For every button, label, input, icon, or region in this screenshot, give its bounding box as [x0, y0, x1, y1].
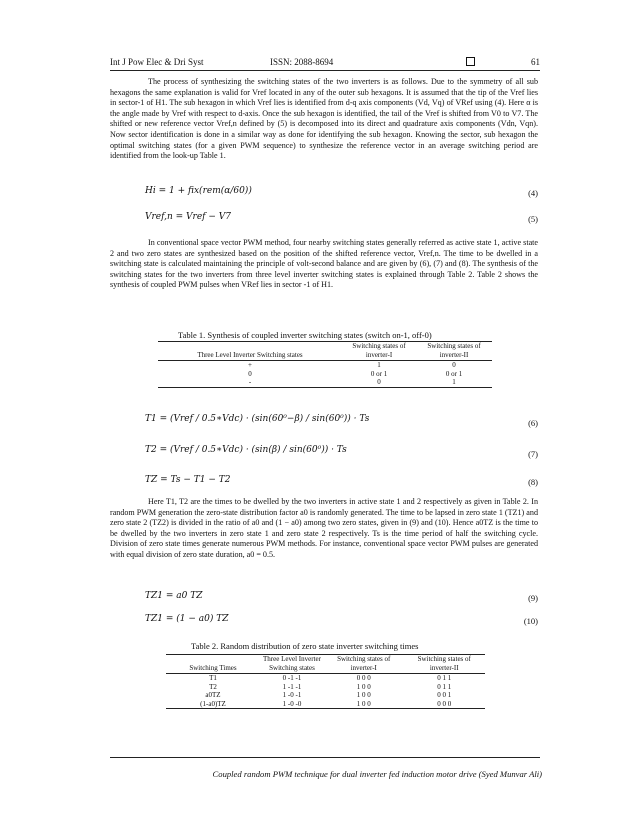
table-cell: 0 0 0	[437, 699, 452, 708]
table-cell: 0 1 1	[437, 674, 452, 682]
journal-name: Int J Pow Elec & Dri Syst	[110, 57, 204, 67]
table-2-caption: Table 2. Random distribution of zero state inverter switching times	[191, 641, 419, 651]
table-cell: 1 -0 -1	[282, 691, 302, 699]
table-cell: 1 -0 -0	[282, 699, 302, 708]
table-row	[166, 674, 485, 683]
table-1-header-row	[158, 342, 492, 361]
table-cell: 0 0 1	[437, 691, 452, 699]
equation-8-number: (8)	[528, 477, 538, 487]
page-header	[110, 57, 540, 69]
table-row	[166, 700, 485, 709]
page-footer: Coupled random PWM technique for dual inverter fed induction motor drive (Syed Munvar Ali)	[212, 769, 542, 779]
table-2	[166, 654, 485, 709]
equation-5: Vref,n = Vref − V7	[145, 212, 232, 222]
table-cell: 1	[452, 378, 456, 386]
table-cell: 0 or 1	[445, 369, 463, 378]
table-row	[158, 370, 492, 379]
page-number: 61	[531, 57, 540, 67]
table-cell: 1 0 0	[356, 699, 371, 708]
equation-10: TZ1 = (1 − a0) TZ	[145, 614, 229, 624]
table-2-header-cell: Switching Times	[166, 655, 260, 674]
table-cell: -	[248, 378, 252, 386]
equation-7-number: (7)	[528, 449, 538, 459]
table-cell: a0TZ	[205, 691, 221, 699]
equation-4-number: (4)	[528, 188, 538, 198]
table-cell: T1	[209, 674, 217, 682]
table-cell: 1 -1 -1	[282, 682, 302, 691]
table-cell: 0 0 0	[356, 674, 371, 682]
table-cell: 0	[377, 378, 381, 386]
equation-9-number: (9)	[528, 593, 538, 603]
table-cell: +	[248, 361, 252, 369]
table-cell: (1-a0)TZ	[200, 699, 226, 708]
equation-4: Hi = 1 + fix(rem(α/60))	[145, 186, 252, 196]
table-2-header-cell: Three Level Inverter Switching states	[260, 655, 324, 674]
table-cell: 0	[452, 361, 456, 369]
equation-7: T2 = (Vref / 0.5∗Vdc) · (sin(β) / sin(60⁰)) · Ts	[145, 445, 347, 455]
table-row	[166, 683, 485, 692]
footer-rule	[110, 757, 540, 758]
equation-8: TZ = Ts − T1 − T2	[145, 475, 231, 485]
equation-6: T1 = (Vref / 0.5∗Vdc) · (sin(60⁰−β) / sin(60⁰)) · Ts	[145, 414, 370, 424]
table-cell: 0 -1 -1	[282, 674, 302, 682]
equation-10-number: (10)	[523, 616, 538, 626]
equation-5-number: (5)	[528, 214, 538, 224]
table-cell: T2	[209, 682, 217, 691]
table-cell: 0	[248, 369, 252, 378]
table-2-header-row	[166, 655, 485, 674]
table-row	[166, 691, 485, 700]
table-cell: 1 0 0	[356, 691, 371, 699]
table-1-header-cell: Three Level Inverter Switching states	[158, 342, 342, 361]
table-2-header-cell: Switching states of inverter-II	[403, 655, 485, 674]
table-cell: 0 or 1	[370, 369, 388, 378]
table-1-caption: Table 1. Synthesis of coupled inverter switching states (switch on-1, off-0)	[178, 330, 432, 340]
table-cell: 1 0 0	[356, 682, 371, 691]
paragraph-2: In conventional space vector PWM method, four nearby switching states generally referred as active state 1, active state 2 and two zero states are synthesized based on the position of the shifted reference vector, Vref,n. The time to be dwelled in a switching state is calculated maintaining the principle of volt-second balance and are given by (6), (7) and (8). The synthesis of the switching states for the two inverters from three level inverter switching states is explained through Table 2. Table 2 shows the synthesis of coupled PWM pulses when VRef lies in sector -1 of H1.	[110, 238, 538, 290]
table-cell: 0 1 1	[437, 682, 452, 691]
table-1-header-cell: Switching states of inverter-I	[342, 342, 416, 361]
paragraph-3: Here T1, T2 are the times to be dwelled by the two inverters in active state 1 and 2 respectively as given in Table 2. In random PWM generation the zero-state distribution factor a0 is randomly generated. The time to be lapsed in zero state 1 (TZ1) and zero state 2 (TZ2) is divided in the ratio of a0 and (1 − a0) among two zero states, given in (9) and (10). Hence a0TZ is the time to be dwelled by the two inverters in zero state 1 and zero state 2 respectively. Ts is the time period of half the switching cycle. Division of zero state times generate numerous PWM methods. For instance, conventional space vector PWM pulses are generated with equal division of zero state duration, a0 = 0.5.	[110, 497, 538, 559]
table-2-header-cell: Switching states of inverter-I	[324, 655, 403, 674]
table-1	[158, 341, 492, 388]
table-1-header-cell: Switching states of inverter-II	[416, 342, 492, 361]
equation-9: TZ1 = a0 TZ	[145, 591, 203, 601]
issn: ISSN: 2088-8694	[270, 57, 334, 67]
table-cell: 1	[377, 361, 381, 369]
table-row	[158, 361, 492, 370]
table-row	[158, 378, 492, 387]
header-rule	[110, 70, 540, 71]
paragraph-1: The process of synthesizing the switching states of the two inverters is as follows. Due to the symmetry of all sub hexagons the same explanation is valid for Vref located in any of the outer sub hexagons. It is assumed that the tip of the Vref lies in sector-1 of H1. The sub hexagon in which Vref lies is identified from d-q axis components (Vd, Vq) of VRef using (4). Here α is the angle made by Vref with respect to d-axis. Once the sub hexagon is identified, the tail of the Vref is shifted from V0 to V7. The shifted or new reference vector Vref,n defined by (5) is decomposed into its direct and quadrature axis components (Vdn, Vqn). Now sector identification is done in a similar way as done for identifying the sub hexagon. Knowing the sector, sub hexagon the optimal switching states (for a given PWM sequence) to synthesize the reference vector in an average switching period are identified from the look-up Table 1.	[110, 77, 538, 161]
equation-6-number: (6)	[528, 418, 538, 428]
